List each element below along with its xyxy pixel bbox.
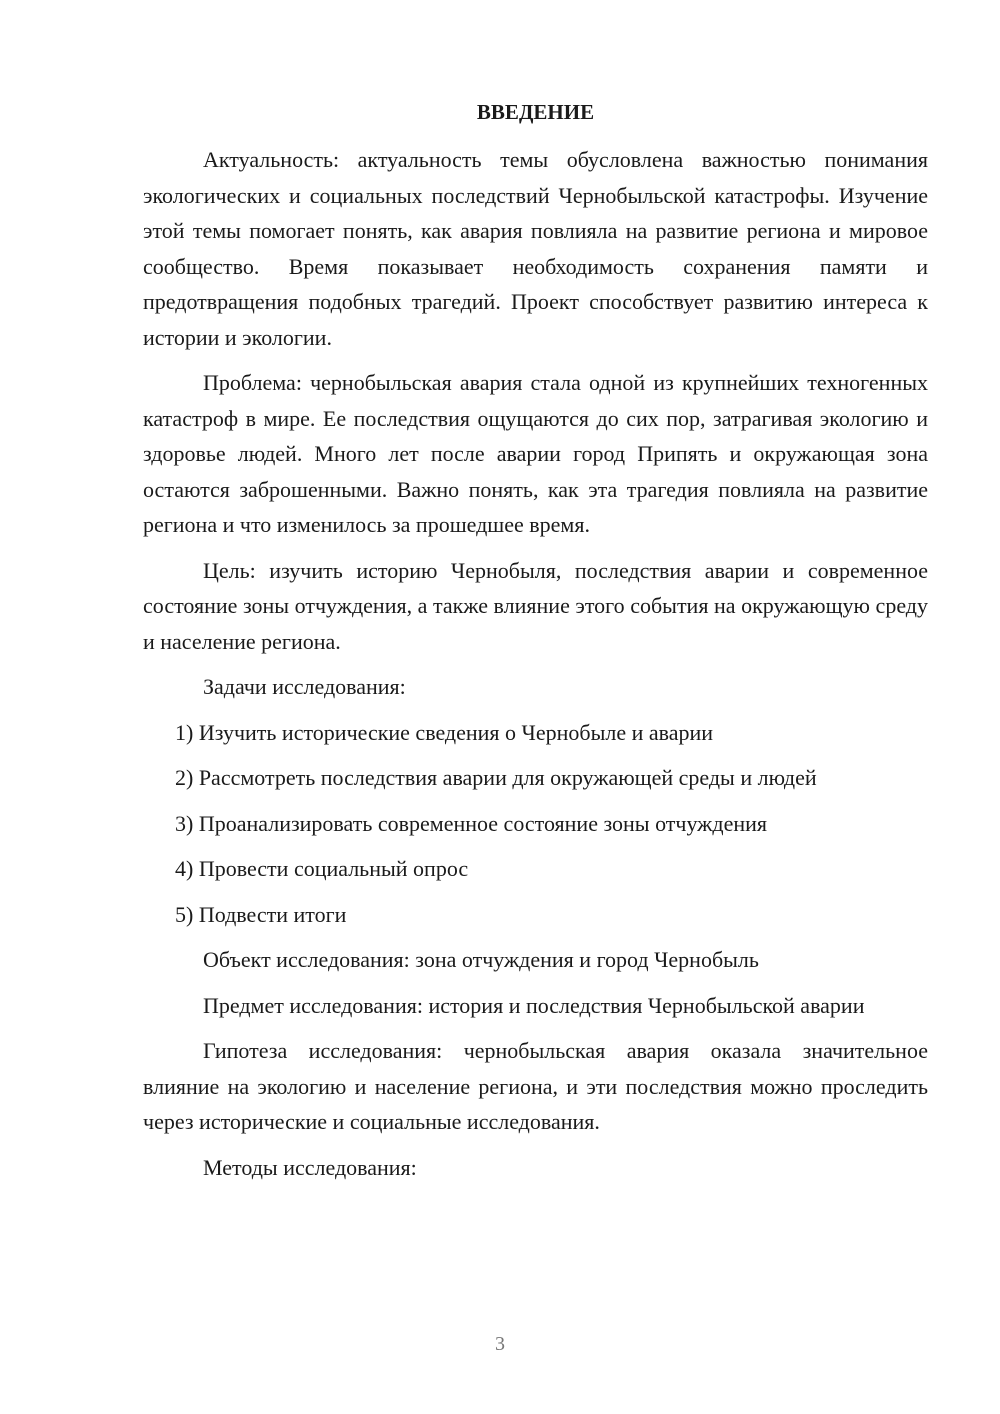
section-heading: ВВЕДЕНИЕ (476, 100, 595, 124)
relevance-paragraph: Актуальность: актуальность темы обусловлена важностью понимания экологических и социальных последствий Чернобыльской катастрофы. Изучение этой темы помогает понять, как авария повлияла на развитие региона и мировое сообщество. Время показывает необходимость сохранения памяти и предотвращения подобных трагедий. Проект способствует развитию интереса к истории и экологии. (143, 147, 928, 350)
task-item-4: 4) Провести социальный опрос (175, 856, 469, 881)
subject-paragraph: Предмет исследования: история и последствия Чернобыльской аварии (203, 992, 865, 1018)
object-paragraph: Объект исследования: зона отчуждения и город Чернобыль (203, 947, 759, 972)
hypothesis-paragraph: Гипотеза исследования: чернобыльская авария оказала значительное влияние на экологию и население региона, и эти последствия можно проследить через исторические и социальные исследования. (143, 1038, 928, 1134)
page-number: 3 (495, 1333, 505, 1355)
task-item-5: 5) Подвести итоги (175, 901, 347, 927)
task-item-1: 1) Изучить исторические сведения о Чернобыле и аварии (175, 719, 714, 745)
tasks-heading: Задачи исследования: (203, 674, 406, 699)
goal-paragraph: Цель: изучить историю Чернобыля, последствия аварии и современное состояние зоны отчуждения, а также влияние этого события на окружающую среду и население региона. (143, 557, 928, 654)
task-item-2: 2) Рассмотреть последствия аварии для окружающей среды и людей (175, 765, 817, 790)
document-page (143, 95, 928, 1195)
problem-paragraph: Проблема: чернобыльская авария стала одной из крупнейших техногенных катастроф в мире. Ее последствия ощущаются до сих пор, затрагивая экологию и здоровье людей. Много лет после аварии город Припять и окружающая зона остаются заброшенными. Важно понять, как эта трагедия повлияла на развитие региона и что изменилось за прошедшее время. (143, 370, 928, 537)
methods-heading: Методы исследования: (203, 1154, 417, 1180)
task-item-3: 3) Проанализировать современное состояние зоны отчуждения (175, 810, 768, 836)
